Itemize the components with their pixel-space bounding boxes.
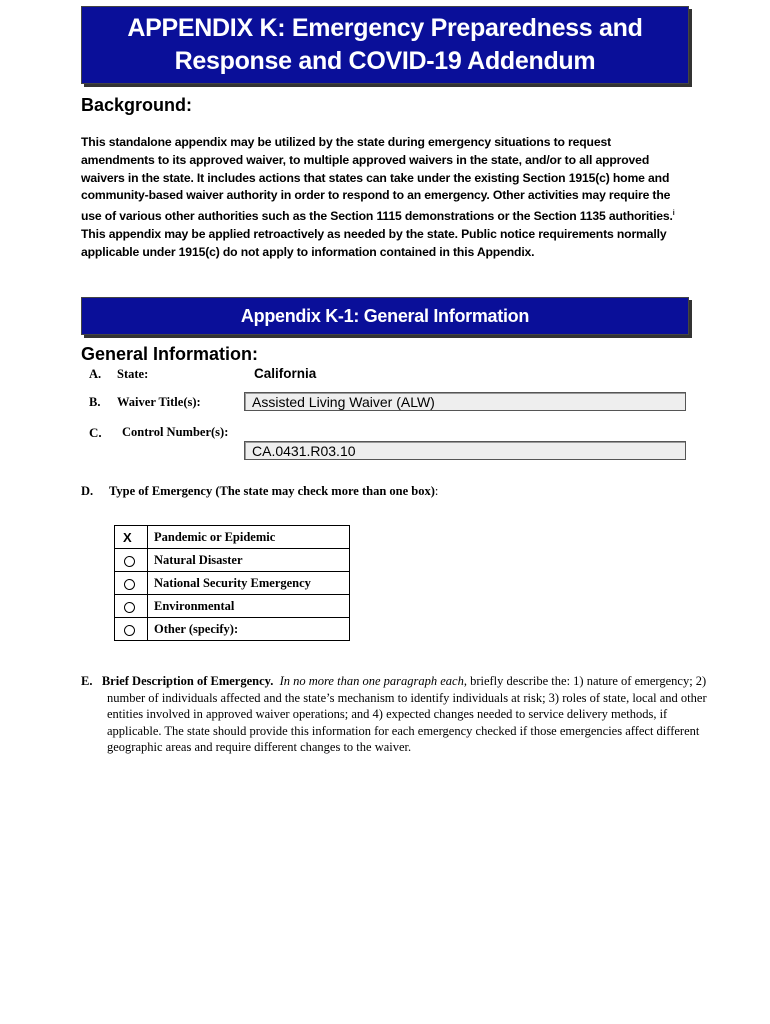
item-d-letter: D. [81,484,94,498]
pandemic-label: Pandemic or Epidemic [148,526,350,549]
national-security-checkbox[interactable] [115,572,148,595]
emergency-row [115,618,350,641]
empty-radio-icon [124,579,135,590]
emergency-row [115,549,350,572]
natural-disaster-label: Natural Disaster [148,549,350,572]
emergency-type-label [109,484,438,499]
empty-radio-icon [124,602,135,613]
background-text-a: This standalone appendix may be utilized by the state during emergency situations to request amendments to its approved waiver, to multiple approved waivers in the state, and/or to all approved waivers in the state. It includes actions that states can take under the existing Section 1915(c) home and community-based waiver authority in order to respond to an emergency. Other activities may require the use of various other authorities such as the Section 1115 demonstrations or the Section 1135 authorities. [81,135,673,224]
item-c-letter: C. [89,425,102,440]
section-e-letter: E. [81,674,93,688]
emergency-row [115,526,350,549]
section-k1-banner [81,297,689,335]
section-e-text: , briefly describe the: 1) nature of emergency; 2) number of individuals affected and the state’s mechanism to identify individuals at risk; 3) roles of state, local and other entities involved in approved waiver operations; and 4) expected changes needed to service delivery methods, if applicable. The state should provide this information for each emergency checked if those emergencies affect different geographic areas and require different changes to the waiver. [107,674,707,754]
empty-radio-icon [124,556,135,567]
emergency-row [115,595,350,618]
waiver-title-label: Waiver Title(s): [117,395,201,409]
other-checkbox[interactable] [115,618,148,641]
natural-disaster-checkbox[interactable] [115,549,148,572]
appendix-title-banner [81,6,689,84]
emergency-type-text: Type of Emergency (The state may check more than one box) [109,484,435,498]
general-information-heading: General Information: [81,344,259,364]
control-number-label: Control Number(s): [122,425,229,439]
environmental-label: Environmental [148,595,350,618]
emergency-row [115,572,350,595]
control-number-field[interactable]: CA.0431.R03.10 [244,441,686,460]
appendix-title-line1: APPENDIX K: Emergency Preparedness and [127,14,643,42]
environmental-checkbox[interactable] [115,595,148,618]
section-e-paragraph [81,673,707,756]
waiver-title-field[interactable]: Assisted Living Waiver (ALW) [244,392,686,411]
national-security-label: National Security Emergency [148,572,350,595]
background-text-b: This appendix may be applied retroactively as needed by the state. Public notice requirements normally applicable under 1915(c) do not apply to information contained in this Appendix. [81,227,667,259]
section-e-label: Brief Description of Emergency. [101,674,274,688]
footnote-marker[interactable]: i [672,210,675,218]
appendix-title-line2: Response and COVID-19 Addendum [174,47,596,75]
emergency-type-table [114,525,350,641]
item-a-letter: A. [89,367,102,381]
item-b-letter: B. [89,395,101,409]
state-value: California [254,366,317,381]
section-k1-title: Appendix K-1: General Information [240,305,530,326]
pandemic-checkbox[interactable]: X [115,526,148,549]
state-label: State: [117,367,149,381]
background-heading: Background: [81,95,193,115]
empty-radio-icon [124,625,135,636]
other-label: Other (specify): [148,618,350,641]
emergency-type-colon: : [434,484,439,498]
section-e-italic: In no more than one paragraph each [279,674,464,688]
background-paragraph [81,134,681,262]
